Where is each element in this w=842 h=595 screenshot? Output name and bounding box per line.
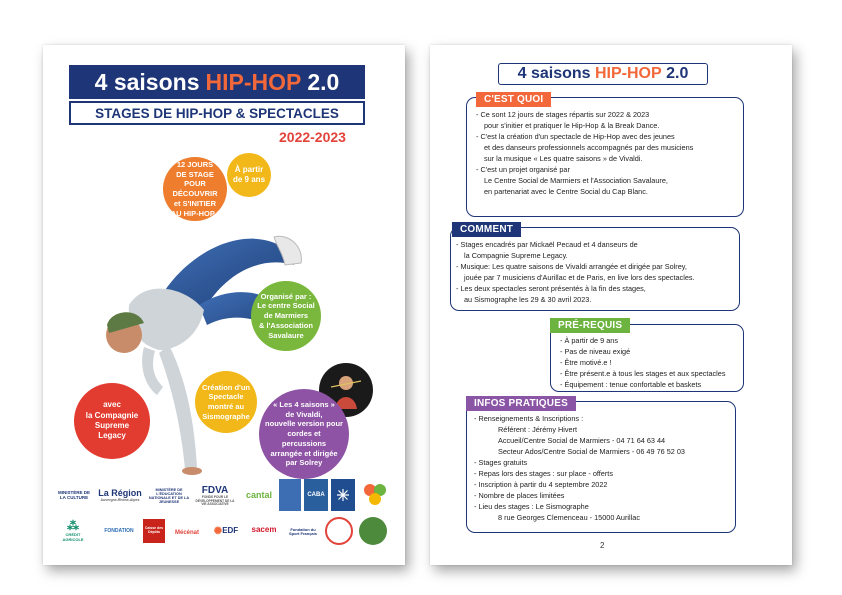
- section-prerequis-body: [560, 335, 725, 390]
- comment-line: jouée par 7 musiciens d'Aurillac et de Paris, en live lors des spectacles.: [464, 273, 695, 282]
- infos-line: Accueil/Centre Social de Marmiers - 04 71 64 63 44: [498, 436, 666, 445]
- section-comment-label: COMMENT: [452, 222, 521, 237]
- circle-creation-line: Création d'un: [201, 382, 251, 392]
- poster-title-main: 4 saisons: [94, 68, 200, 95]
- circle-organise-info: [251, 281, 321, 351]
- circle-saisons-line: « Les 4 saisons »: [273, 399, 335, 409]
- logo-region-name: La Région: [98, 488, 142, 499]
- edf-sun-icon: ✺: [213, 525, 223, 537]
- logo-fdva: [193, 481, 237, 511]
- circle-stage-line: DÉCOUVRIR: [172, 189, 218, 198]
- section-infos-label: INFOS PRATIQUES: [466, 396, 576, 411]
- info-title-version: 2.0: [666, 65, 689, 82]
- cest-quoi-line: en partenariat avec le Centre Social du Cap Blanc.: [484, 187, 648, 196]
- circle-stage-line: et S'INITIER: [173, 198, 217, 208]
- logo-green-seal: [359, 517, 387, 545]
- circle-saisons-line: par Solrey: [285, 458, 323, 468]
- poster-title-version: 2.0: [307, 68, 340, 95]
- poster-page: [43, 45, 405, 565]
- circle-stage-line: AU HIP-HOP !: [170, 208, 220, 218]
- circle-stage-line: DE STAGE: [176, 169, 214, 179]
- section-comment-body: [456, 239, 695, 305]
- infos-line: 8 rue Georges Clemenceau - 15000 Aurillac: [498, 513, 640, 522]
- poster-title: [69, 65, 365, 99]
- circle-organise-line: Savalaure: [268, 330, 304, 340]
- cest-quoi-line: et des danseurs professionnels accompagnés par des musiciens: [484, 143, 694, 152]
- section-cest-quoi-body: [472, 109, 693, 197]
- infos-line: Référent : Jérémy Hivert: [498, 425, 578, 434]
- caf-snowflake-icon: [336, 488, 350, 502]
- circle-saisons-line: nouvelle version pour: [265, 419, 343, 429]
- infos-line: - Repas lors des stages : sur place - offerts: [474, 469, 613, 478]
- cest-quoi-line: - Ce sont 12 jours de stages répartis sur 2022 & 2023: [476, 110, 650, 119]
- circle-compagnie-info: [74, 383, 150, 459]
- infos-line: - Renseignements & Inscriptions :: [474, 414, 584, 423]
- circle-stage-info: [163, 157, 227, 221]
- section-prerequis-label: PRÉ-REQUIS: [550, 318, 630, 333]
- cest-quoi-line: - C'est un projet organisé par: [476, 165, 570, 174]
- comment-line: - Les deux spectacles seront présentés à la fin des stages,: [456, 284, 646, 293]
- circle-compagnie-line: la Compagnie: [85, 410, 139, 420]
- circle-age-line: de 9 ans: [233, 175, 266, 184]
- logo-sacem: sacem: [251, 524, 277, 534]
- circle-age-info: [227, 153, 271, 197]
- circle-age-line: À partir: [234, 164, 264, 174]
- comment-line: la Compagnie Supreme Legacy.: [464, 251, 568, 260]
- cest-quoi-line: sur la musique « Les quatre saisons » de Vivaldi.: [484, 154, 643, 163]
- sponsor-logos: [51, 475, 397, 559]
- infos-line: Secteur Ados/Centre Social de Marmiers - 06 49 76 52 03: [498, 447, 685, 456]
- circle-creation-line: Spectacle: [208, 392, 244, 402]
- circle-creation-info: [195, 371, 257, 433]
- infos-line: - Lieu des stages : Le Sismographe: [474, 502, 589, 511]
- festival-flower-icon: [360, 480, 390, 510]
- circle-saisons-line: arrangée et dirigée: [270, 448, 338, 458]
- logo-fondation: FONDATION: [104, 528, 134, 535]
- cest-quoi-line: Le Centre Social de Marmiers et l'Association Savalaure,: [484, 176, 668, 185]
- info-page: [430, 45, 792, 565]
- prerequis-line: - À partir de 9 ans: [560, 336, 618, 345]
- logo-caba: CABA: [304, 479, 328, 511]
- cest-quoi-line: - C'est la création d'un spectacle de Hip-Hop avec des jeunes: [476, 132, 675, 141]
- logo-festival: [359, 479, 391, 511]
- info-title-main: 4 saisons: [517, 65, 591, 82]
- logo-ministere-education: MINISTÈRE DE L'ÉDUCATION NATIONALE ET DE LA JEUNESSE: [148, 487, 190, 505]
- comment-line: - Musique: Les quatre saisons de Vivaldi arrangée et dirigée par Solrey,: [456, 262, 687, 271]
- section-cest-quoi-label: C'EST QUOI: [476, 92, 551, 107]
- logo-caf: [331, 479, 355, 511]
- circle-stage-line: 12 JOURS: [176, 159, 214, 169]
- logo-region-sub: Auvergne-Rhône-Alpes: [100, 498, 140, 503]
- poster-subtitle: STAGES DE HIP-HOP & SPECTACLES: [69, 101, 365, 125]
- logo-region: [95, 487, 145, 505]
- ca-mark-icon: ⁂: [67, 519, 79, 534]
- logo-credit-agricole-name: CRÉDIT AGRICOLE: [62, 532, 84, 542]
- info-title: [498, 63, 708, 85]
- infos-line: - Nombre de places limitées: [474, 491, 565, 500]
- prerequis-line: - Pas de niveau exigé: [560, 347, 631, 356]
- logo-credit-agricole: [55, 519, 91, 543]
- poster-title-highlight: HIP-HOP: [205, 68, 302, 95]
- logo-caisse-depots: Caisse des Dépôts: [143, 519, 165, 543]
- logo-aurillac: [279, 479, 301, 511]
- infos-line: - Stages gratuits: [474, 458, 528, 467]
- prerequis-line: - Être présent.e à tous les stages et aux spectacles: [560, 369, 726, 378]
- circle-saisons-info: [259, 389, 349, 479]
- circle-organise-line: de Marmiers: [263, 311, 309, 321]
- circle-organise-line: Organisé par :: [260, 291, 312, 301]
- circle-organise-line: Le centre Social: [257, 301, 315, 311]
- page-number: 2: [600, 541, 605, 550]
- logo-cantal: cantal: [245, 490, 272, 501]
- circle-creation-line: montré au: [207, 402, 245, 411]
- comment-line: au Sismographe les 29 & 30 avril 2023.: [464, 295, 592, 304]
- logo-edf-name: EDF: [222, 525, 239, 535]
- prerequis-line: - Équipement : tenue confortable et baskets: [560, 380, 702, 389]
- circle-stage-line: POUR: [184, 179, 206, 189]
- cest-quoi-line: pour s'initier et pratiquer le Hip-Hop & la Break Dance.: [484, 121, 660, 130]
- logo-fdva-sub: FONDS POUR LE DÉVELOPPEMENT DE LA VIE ASSOCIATIVE: [195, 495, 235, 507]
- logo-mecenat: Mécénat: [174, 529, 199, 536]
- logo-alumni: [325, 517, 353, 545]
- circle-creation-line: Sismographe: [202, 411, 250, 421]
- logo-fdva-name: FDVA: [201, 485, 229, 497]
- logo-ministere-culture: MINISTÈRE DE LA CULTURE: [57, 490, 90, 500]
- prerequis-line: - Être motivé.e !: [560, 358, 612, 367]
- infos-line: - Inscription à partir du 4 septembre 2022: [474, 480, 608, 489]
- circle-compagnie-line: avec: [103, 400, 121, 410]
- comment-line: - Stages encadrés par Mickaël Pecaud et 4 danseurs de: [456, 240, 638, 249]
- circle-saisons-line: de Vivaldi,: [285, 409, 323, 419]
- circle-organise-line: & l'Association: [259, 320, 313, 330]
- info-title-highlight: HIP-HOP: [595, 65, 662, 82]
- logo-fondation-sport: Fondation du Sport Français: [288, 526, 317, 536]
- circle-saisons-line: cordes et percussions: [281, 429, 327, 448]
- poster-years: 2022-2023: [279, 129, 346, 145]
- logo-edf: [209, 521, 243, 541]
- section-infos-body: [474, 413, 685, 523]
- circle-compagnie-line: Supreme Legacy: [94, 421, 130, 441]
